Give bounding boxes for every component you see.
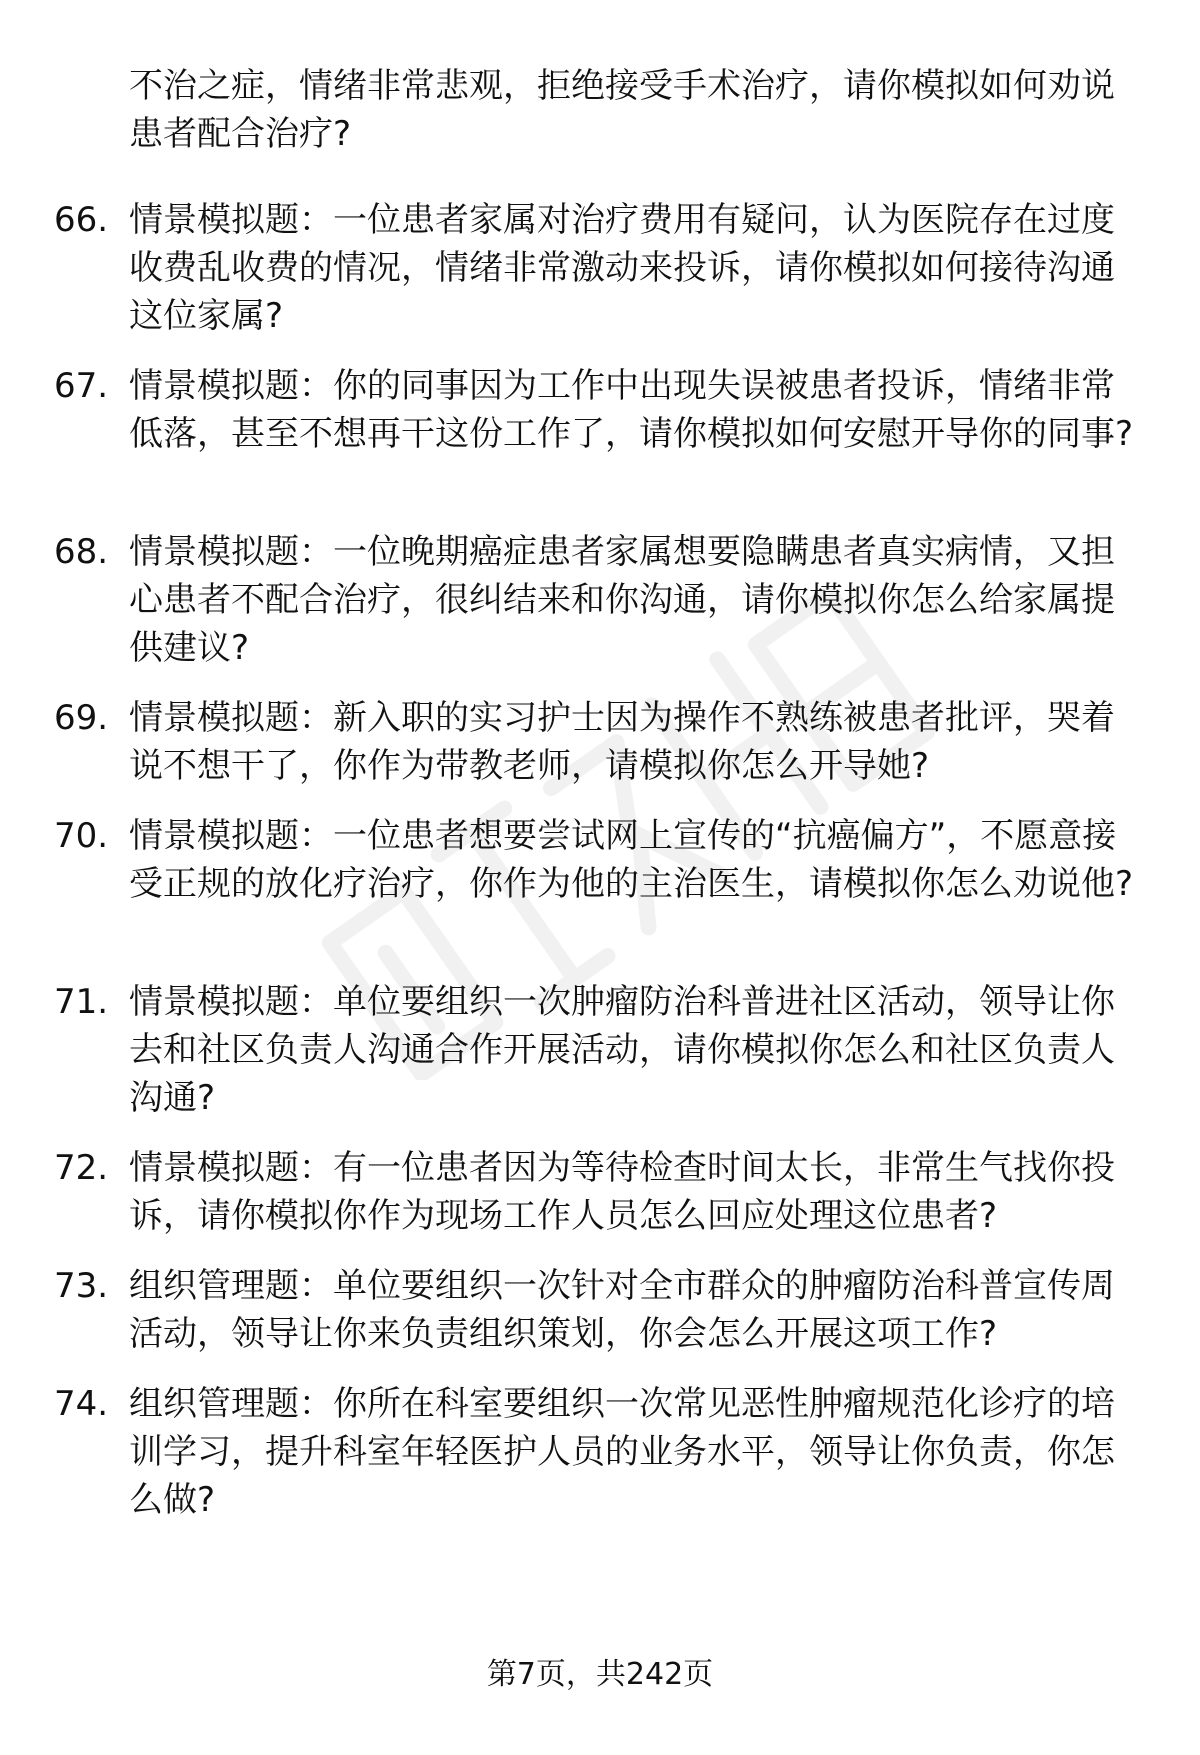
question-text: 情景模拟题：新入职的实习护士因为操作不熟练被患者批评，哭着说不想干了，你作为带教老师，请模拟你怎么开导她? [129,698,1115,786]
question-number: 73. [54,1266,109,1306]
continued-question-text: 不治之症，情绪非常悲观，拒绝接受手术治疗，请你模拟如何劝说患者配合治疗? [129,66,1115,154]
question-item [0,812,1200,978]
page-number-footer: 第7页，共242页 [486,1657,714,1692]
question-item [0,694,1200,812]
question-number: 70. [54,816,109,856]
question-text: 情景模拟题：一位患者想要尝试网上宣传的“抗癌偏方”，不愿意接受正规的放化疗治疗，你作为他的主治医生，请模拟你怎么劝说他? [129,816,1134,904]
question-item [0,978,1200,1144]
question-text: 情景模拟题：有一位患者因为等待检查时间太长，非常生气找你投诉，请你模拟你作为现场工作人员怎么回应处理这位患者? [129,1148,1115,1236]
question-text: 情景模拟题：一位患者家属对治疗费用有疑问，认为医院存在过度收费乱收费的情况，情绪非常激动来投诉，请你模拟如何接待沟通这位家属? [129,200,1115,336]
question-item [0,362,1200,528]
question-number: 66. [54,200,109,240]
question-text: 情景模拟题：一位晚期癌症患者家属想要隐瞒患者真实病情，又担心患者不配合治疗，很纠结来和你沟通，请你模拟你怎么给家属提供建议? [129,532,1115,668]
question-item [0,196,1200,362]
question-text: 情景模拟题：你的同事因为工作中出现失误被患者投诉，情绪非常低落，甚至不想再干这份工作了，请你模拟如何安慰开导你的同事? [129,366,1134,454]
question-number: 67. [54,366,109,406]
question-text: 情景模拟题：单位要组织一次肿瘤防治科普进社区活动，领导让你去和社区负责人沟通合作开展活动，请你模拟你怎么和社区负责人沟通? [129,982,1115,1118]
question-text: 组织管理题：单位要组织一次针对全市群众的肿瘤防治科普宣传周活动，领导让你来负责组织策划，你会怎么开展这项工作? [129,1266,1115,1354]
question-number: 72. [54,1148,109,1188]
question-list [0,196,1200,1546]
question-number: 74. [54,1384,109,1424]
question-number: 68. [54,532,109,572]
question-item [0,1144,1200,1262]
question-number: 71. [54,982,109,1022]
question-item [0,1262,1200,1380]
question-item [0,1380,1200,1546]
question-number: 69. [54,698,109,738]
question-item [0,528,1200,694]
question-text: 组织管理题：你所在科室要组织一次常见恶性肿瘤规范化诊疗的培训学习，提升科室年轻医护人员的业务水平，领导让你负责，你怎么做? [129,1384,1115,1520]
